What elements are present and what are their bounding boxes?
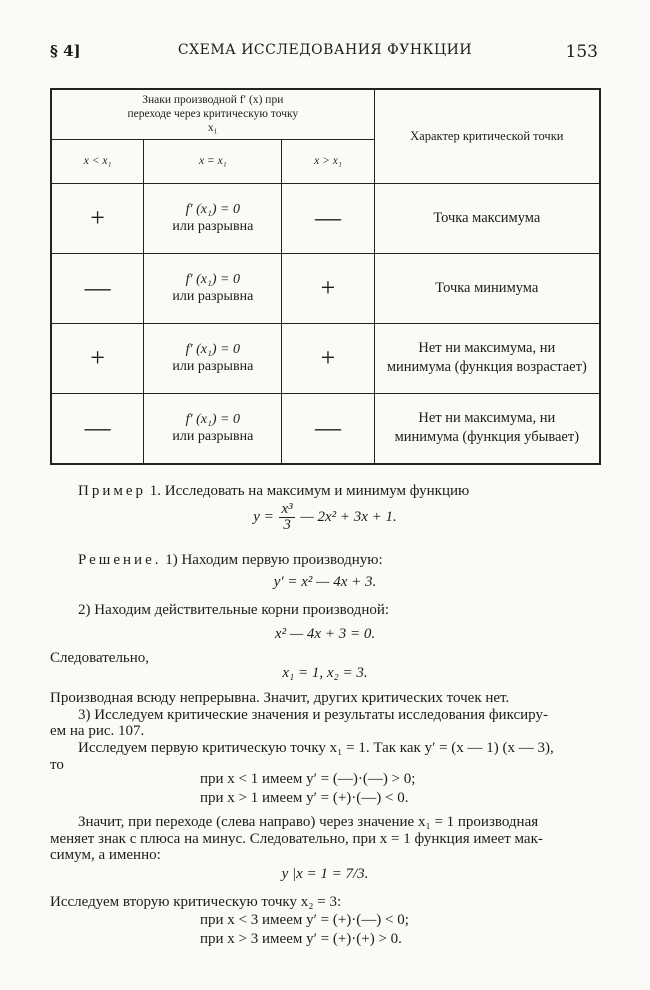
case-line: при x < 1 имеем y′ = (—)·(—) > 0; xyxy=(200,771,416,787)
example-text: 1. Исследовать на максимум и минимум функцию xyxy=(149,483,470,499)
condition-line: или разрывна xyxy=(172,359,254,374)
table-row xyxy=(51,393,600,464)
derivative-formula: y′ = x² — 4x + 3. xyxy=(273,574,377,590)
char-cell: Точка минимума xyxy=(374,253,600,323)
solution-text: 1) Находим первую производную: xyxy=(165,552,383,568)
equation-formula: x² — 4x + 3 = 0. xyxy=(274,626,376,642)
function-formula xyxy=(0,502,650,533)
sign-left: + xyxy=(51,183,144,253)
condition-line: f′ (x₁) = 0 xyxy=(185,412,240,428)
condition-line: или разрывна xyxy=(172,289,254,304)
condition-cell xyxy=(144,183,282,253)
table-row xyxy=(51,183,600,253)
sign-right: + xyxy=(282,323,374,393)
solution-paragraph xyxy=(78,551,383,570)
sign-left: — xyxy=(51,253,144,323)
condition-line: f′ (x₁) = 0 xyxy=(185,272,240,287)
section-marker: § 4] xyxy=(50,42,81,60)
condition-cell xyxy=(144,393,282,464)
col-header-mid: x = x₁ xyxy=(144,139,282,183)
char-cell: Нет ни максимума, ни минимума (функция возрастает) xyxy=(374,323,600,393)
paragraph-line: Исследуем первую критическую точку x₁ = 1. Так как y′ = (x — 1) (x — 3), xyxy=(78,740,554,756)
formula-rest: — 2x² + 3x + 1. xyxy=(300,508,397,525)
case-line: при x > 3 имеем y′ = (+)·(+) > 0. xyxy=(200,931,402,947)
sign-right: — xyxy=(282,183,374,253)
critical-point-table xyxy=(50,88,601,465)
paragraph-line: 3) Исследуем критические значения и результаты исследования фиксиру- xyxy=(78,707,548,723)
table-row xyxy=(51,323,600,393)
example-label: Пример xyxy=(78,483,147,499)
paragraph-line: симум, а именно: xyxy=(50,847,161,863)
formula-lhs: y = xyxy=(253,508,274,525)
condition-line: или разрывна xyxy=(172,219,254,234)
table-char-header: Характер критической точки xyxy=(374,89,600,183)
hence-text: Следовательно, xyxy=(50,650,150,666)
page-number: 153 xyxy=(565,42,598,62)
fraction-denominator: 3 xyxy=(283,517,291,533)
sign-right: — xyxy=(282,393,374,464)
case-line: при x > 1 имеем y′ = (+)·(—) < 0. xyxy=(200,790,409,806)
paragraph-line: Исследуем вторую критическую точку x₂ = 3: xyxy=(50,894,342,910)
paragraph-line: Производная всюду непрерывна. Значит, других критических точек нет. xyxy=(50,690,510,706)
condition-line: f′ (x₁) = 0 xyxy=(185,202,240,217)
paragraph-line: меняет знак с плюса на минус. Следовательно, при x = 1 функция имеет мак- xyxy=(50,831,543,847)
paragraph-line: то xyxy=(50,757,64,773)
example-paragraph xyxy=(78,482,469,501)
solution-label: Решение. xyxy=(78,552,162,568)
char-cell: Нет ни максимума, ни минимума (функция убывает) xyxy=(374,393,600,464)
sign-left: — xyxy=(51,393,144,464)
fraction-numerator: x³ xyxy=(281,501,293,517)
formula-fraction xyxy=(279,502,294,533)
sign-left: + xyxy=(51,323,144,393)
table-row xyxy=(51,253,600,323)
col-header-right: x > x₁ xyxy=(282,139,374,183)
step2-text: 2) Находим действительные корни производной: xyxy=(78,602,390,618)
condition-cell xyxy=(144,323,282,393)
value-formula: y |x = 1 = 7/3. xyxy=(281,866,369,882)
running-title: СХЕМА ИССЛЕДОВАНИЯ ФУНКЦИИ xyxy=(177,42,473,58)
condition-line: f′ (x₁) = 0 xyxy=(185,342,240,357)
paragraph-line: Значит, при переходе (слева направо) через значение x₁ = 1 производная xyxy=(78,814,539,830)
col-header-left: x < x₁ xyxy=(51,139,144,183)
condition-cell xyxy=(144,253,282,323)
condition-line: или разрывна xyxy=(172,429,254,445)
roots-formula: x₁ = 1, x₂ = 3. xyxy=(282,665,368,681)
paragraph-line: ем на рис. 107. xyxy=(50,723,145,739)
table-group-header: Знаки производной f′ (x) при переходе через критическую точку x₁ xyxy=(51,89,374,139)
char-cell: Точка максимума xyxy=(374,183,600,253)
sign-right: + xyxy=(282,253,374,323)
case-line: при x < 3 имеем y′ = (+)·(—) < 0; xyxy=(200,912,409,928)
